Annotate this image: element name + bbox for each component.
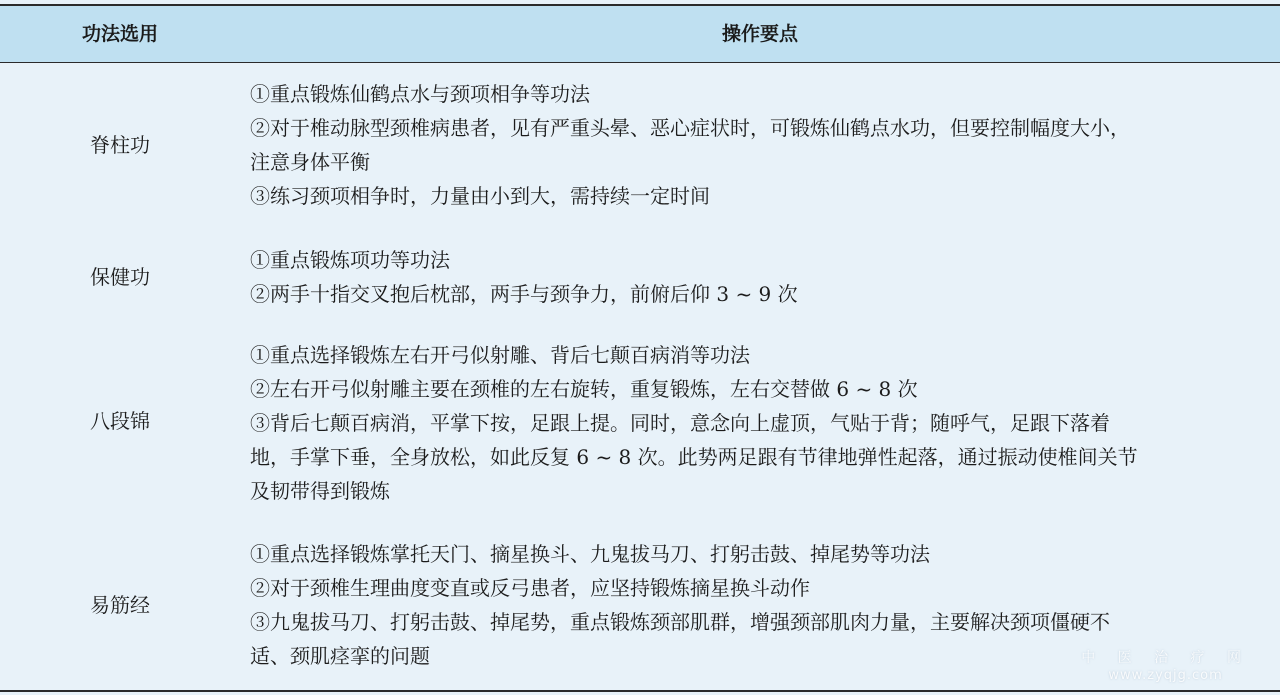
point-line: ②两手十指交叉抱后枕部，两手与颈争力，前俯后仰 3 ~ 9 次	[250, 282, 798, 306]
table-header-rule	[0, 62, 1280, 63]
point-line: 注意身体平衡	[250, 150, 370, 174]
point-line: ①重点选择锻炼左右开弓似射雕、背后七颠百病消等功法	[250, 343, 750, 367]
point-line: ②对于椎动脉型颈椎病患者，见有严重头晕、恶心症状时，可锻炼仙鹤点水功，但要控制幅度大小，	[250, 116, 1130, 140]
point-line: ②对于颈椎生理曲度变直或反弓患者，应坚持锻炼摘星换斗动作	[250, 576, 810, 600]
point-line: ①重点选择锻炼掌托天门、摘星换斗、九鬼拔马刀、打躬击鼓、掉尾势等功法	[250, 542, 930, 566]
table-bottom-rule	[0, 690, 1280, 692]
watermark-text: 中 医 治 疗 网	[1081, 650, 1250, 666]
point-line: 适、颈肌痉挛的问题	[250, 644, 430, 668]
point-line: ③九鬼拔马刀、打躬击鼓、掉尾势，重点锻炼颈部肌群，增强颈部肌肉力量，主要解决颈项僵硬不	[250, 610, 1110, 634]
watermark-url: www.zyqjg.com	[1108, 668, 1223, 683]
watermark	[1081, 649, 1250, 685]
row-method-baduanjin: 八段锦	[90, 409, 150, 433]
row-method-baojiangong: 保健功	[90, 265, 150, 289]
row-points-baojiangong	[250, 243, 1260, 311]
row-method-yijinjing: 易筋经	[90, 593, 150, 617]
row-points-baduanjin	[250, 338, 1260, 508]
header-method-column: 功法选用	[81, 23, 158, 45]
point-line: ③练习颈项相争时，力量由小到大，需持续一定时间	[250, 184, 710, 208]
point-line: ②左右开弓似射雕主要在颈椎的左右旋转，重复锻炼，左右交替做 6 ~ 8 次	[250, 377, 918, 401]
point-line: ①重点锻炼仙鹤点水与颈项相争等功法	[250, 82, 590, 106]
row-points-jizhugong	[250, 77, 1260, 213]
point-line: 地，手掌下垂，全身放松，如此反复 6 ~ 8 次。此势两足跟有节律地弹性起落，通过振动使椎间关节	[250, 445, 1138, 469]
point-line: ①重点锻炼项功等功法	[250, 248, 450, 272]
point-line: 及韧带得到锻炼	[250, 479, 390, 503]
row-method-jizhugong: 脊柱功	[90, 133, 150, 157]
header-key-points-column: 操作要点	[721, 23, 798, 45]
point-line: ③背后七颠百病消，平掌下按，足跟上提。同时，意念向上虚顶，气贴于背；随呼气，足跟下落着	[250, 411, 1110, 435]
